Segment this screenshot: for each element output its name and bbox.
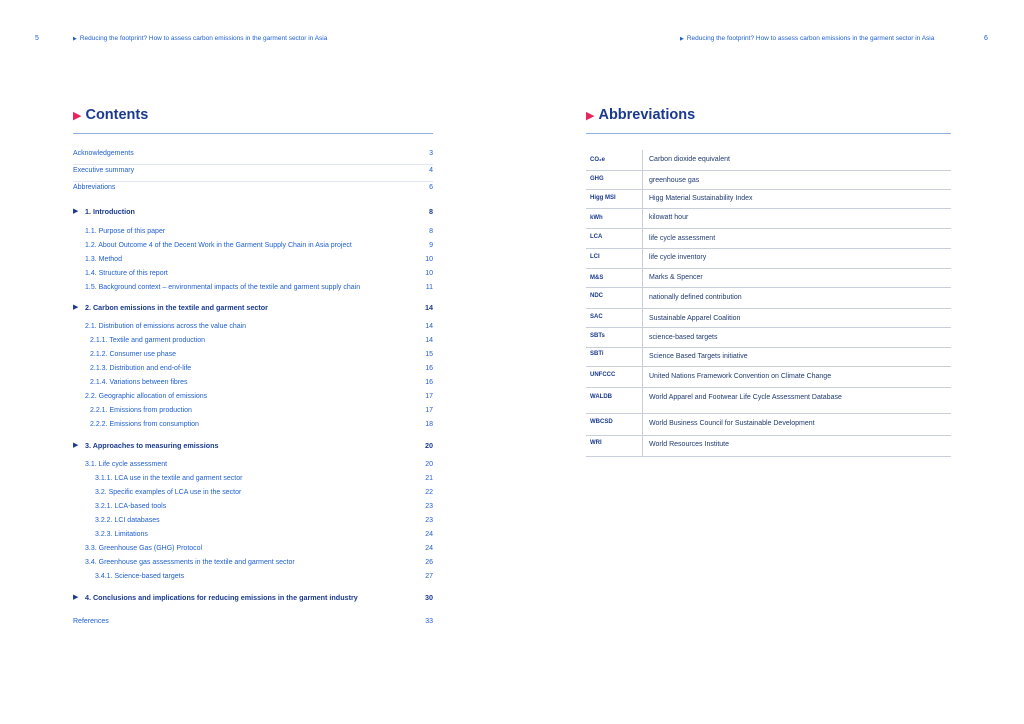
abbreviation-meaning: kilowatt hour xyxy=(649,214,689,221)
abbreviation: LCI xyxy=(590,254,600,260)
toc-entry[interactable] xyxy=(73,323,433,337)
toc-entry[interactable] xyxy=(73,379,433,393)
table-row xyxy=(586,309,951,328)
toc-entry[interactable] xyxy=(73,475,433,489)
toc-page: 11 xyxy=(425,284,433,291)
toc-title: 3. Approaches to measuring emissions xyxy=(85,441,219,450)
toc-title: 4. Conclusions and implications for reducing emissions in the garment industry xyxy=(85,593,358,602)
page-number: 5 xyxy=(35,35,39,42)
abbreviation: Higg MSI xyxy=(590,195,616,201)
toc-page: 18 xyxy=(425,421,433,428)
toc-chapter[interactable] xyxy=(73,593,433,607)
toc-title: 3.1. Life cycle assessment xyxy=(85,461,168,468)
toc-entry[interactable] xyxy=(73,242,433,256)
toc-title: 3.2.3. Limitations xyxy=(95,531,148,538)
toc-title: 1.1. Purpose of this paper xyxy=(85,228,166,235)
abbreviation-meaning: United Nations Framework Convention on Climate Change xyxy=(649,373,832,380)
toc-entry[interactable] xyxy=(73,517,433,531)
page-title xyxy=(586,107,695,123)
toc-page: 14 xyxy=(425,337,433,344)
toc-title: 3.2.1. LCA-based tools xyxy=(95,503,167,510)
table-row xyxy=(586,171,951,190)
table-row xyxy=(586,348,951,367)
table-row xyxy=(586,249,951,269)
abbreviation: GHG xyxy=(590,176,604,182)
abbreviation: CO₂e xyxy=(590,157,606,163)
triangle-icon: ▶ xyxy=(73,304,79,311)
toc-page: 16 xyxy=(425,365,433,372)
abbreviation-meaning: Science Based Targets initiative xyxy=(649,353,748,360)
toc-title: 2.1.1. Textile and garment production xyxy=(90,337,206,344)
toc-page: 27 xyxy=(425,573,433,580)
toc-entry[interactable] xyxy=(73,618,433,632)
toc-title: 3.2.2. LCI databases xyxy=(95,517,160,524)
abbreviation: M&S xyxy=(590,275,604,281)
toc-entry[interactable] xyxy=(73,489,433,503)
toc-page: 10 xyxy=(425,256,433,263)
abbreviation-meaning: Marks & Spencer xyxy=(649,274,703,281)
toc-title: 2.1. Distribution of emissions across the value chain xyxy=(85,323,247,330)
page-number: 6 xyxy=(984,35,988,42)
toc-title: Abbreviations xyxy=(73,184,116,191)
page-title xyxy=(73,107,148,123)
table-row xyxy=(586,209,951,229)
toc-title: 2.1.3. Distribution and end-of-life xyxy=(90,365,192,372)
table-row xyxy=(586,328,951,348)
toc-page: 23 xyxy=(425,503,433,510)
toc-title: 3.4.1. Science-based targets xyxy=(95,573,185,580)
toc-title: 1.2. About Outcome 4 of the Decent Work in the Garment Supply Chain in Asia project xyxy=(85,242,352,249)
toc-entry[interactable] xyxy=(73,284,433,298)
toc-page: 21 xyxy=(425,475,433,482)
abbreviation-meaning: nationally defined contribution xyxy=(649,294,742,301)
running-header xyxy=(73,35,327,42)
toc-page: 22 xyxy=(425,489,433,496)
toc-title: 1. Introduction xyxy=(85,207,135,216)
toc-entry[interactable] xyxy=(73,351,433,365)
triangle-icon: ▶ xyxy=(73,208,79,215)
toc-title: 1.4. Structure of this report xyxy=(85,270,168,277)
abbreviation-meaning: Carbon dioxide equivalent xyxy=(649,156,730,163)
abbreviation: NDC xyxy=(590,293,603,299)
page-title-text: Abbreviations xyxy=(598,107,696,123)
table-row xyxy=(586,288,951,309)
abbreviation: WBCSD xyxy=(590,419,613,425)
abbreviation: SAC xyxy=(590,314,603,320)
toc-page: 16 xyxy=(425,379,433,386)
toc-page: 33 xyxy=(425,618,433,625)
toc-page: 30 xyxy=(425,593,433,602)
abbreviation-meaning: Higg Material Sustainability Index xyxy=(649,195,753,202)
toc-entry[interactable] xyxy=(73,421,433,435)
toc-chapter[interactable] xyxy=(73,441,433,455)
running-header-text: Reducing the footprint? How to assess carbon emissions in the garment sector in Asia xyxy=(79,35,328,42)
toc-page: 4 xyxy=(429,167,433,174)
abbreviation-meaning: life cycle inventory xyxy=(649,254,707,261)
table-row xyxy=(586,269,951,288)
table-row xyxy=(586,367,951,388)
toc-page: 10 xyxy=(425,270,433,277)
abbreviation: WALDB xyxy=(590,394,612,400)
running-header-text: Reducing the footprint? How to assess carbon emissions in the garment sector in Asia xyxy=(686,35,935,42)
toc-entry[interactable] xyxy=(73,531,433,545)
running-header xyxy=(680,35,934,42)
divider xyxy=(73,133,433,134)
abbreviation-meaning: greenhouse gas xyxy=(649,177,700,184)
toc-title: 3.3. Greenhouse Gas (GHG) Protocol xyxy=(85,545,203,552)
toc-entry[interactable] xyxy=(73,337,433,351)
triangle-icon: ▶ xyxy=(680,36,684,42)
table-row xyxy=(586,150,951,171)
toc-title: References xyxy=(73,618,109,625)
toc-page: 9 xyxy=(429,242,433,249)
toc-title: 3.2. Specific examples of LCA use in the sector xyxy=(95,489,242,496)
toc-page: 26 xyxy=(425,559,433,566)
table-row xyxy=(586,388,951,414)
toc-page: 14 xyxy=(425,303,433,312)
toc-title: 2.1.2. Consumer use phase xyxy=(90,351,176,358)
toc-entry[interactable] xyxy=(73,365,433,379)
abbreviation-meaning: Sustainable Apparel Coalition xyxy=(649,315,741,322)
toc-entry[interactable] xyxy=(73,573,433,587)
toc-title: 2. Carbon emissions in the textile and garment sector xyxy=(85,303,268,312)
toc-chapter[interactable] xyxy=(73,207,433,221)
abbreviation-meaning: life cycle assessment xyxy=(649,235,716,242)
toc-title: 2.2. Geographic allocation of emissions xyxy=(85,393,208,400)
triangle-icon: ▶ xyxy=(586,110,595,122)
toc-title: 3.1.1. LCA use in the textile and garment sector xyxy=(95,475,243,482)
toc-page: 24 xyxy=(425,545,433,552)
toc-entry[interactable] xyxy=(73,270,433,284)
toc-page: 8 xyxy=(429,207,433,216)
toc-page: 24 xyxy=(425,531,433,538)
abbreviation-meaning: World Resources Institute xyxy=(649,441,730,448)
toc-page: 8 xyxy=(429,228,433,235)
toc-entry[interactable] xyxy=(73,407,433,421)
toc-page: 14 xyxy=(425,323,433,330)
triangle-icon: ▶ xyxy=(73,594,79,601)
toc-entry[interactable] xyxy=(73,167,433,182)
divider xyxy=(586,133,951,134)
triangle-icon: ▶ xyxy=(73,36,77,42)
toc-title: 2.2.2. Emissions from consumption xyxy=(90,421,199,428)
toc-title: 1.5. Background context – environmental impacts of the textile and garment supply chain xyxy=(85,284,361,291)
toc-chapter[interactable] xyxy=(73,303,433,317)
abbreviation: kWh xyxy=(590,215,603,221)
toc-entry[interactable] xyxy=(73,503,433,517)
toc-entry[interactable] xyxy=(73,256,433,270)
abbreviation-meaning: World Apparel and Footwear Life Cycle Assessment Database xyxy=(649,394,842,401)
toc-title: 1.3. Method xyxy=(85,256,122,263)
abbreviation: SBTs xyxy=(590,333,605,339)
table-row xyxy=(586,436,951,457)
table-row xyxy=(586,190,951,209)
abbreviation: SBTi xyxy=(590,351,604,357)
toc-title: Acknowledgements xyxy=(73,150,134,157)
toc-title: 2.2.1. Emissions from production xyxy=(90,407,192,414)
toc-page: 20 xyxy=(425,441,433,450)
triangle-icon: ▶ xyxy=(73,442,79,449)
toc-title: 2.1.4. Variations between fibres xyxy=(90,379,188,386)
abbreviation-meaning: World Business Council for Sustainable Development xyxy=(649,420,815,427)
toc-entry[interactable] xyxy=(73,228,433,242)
toc-entry[interactable] xyxy=(73,559,433,573)
toc-title: 3.4. Greenhouse gas assessments in the textile and garment sector xyxy=(85,559,295,566)
table-row xyxy=(586,229,951,249)
toc-title: Executive summary xyxy=(73,167,135,174)
toc-page: 17 xyxy=(425,407,433,414)
abbreviation: WRI xyxy=(590,440,602,446)
toc-page: 20 xyxy=(425,461,433,468)
triangle-icon: ▶ xyxy=(73,110,82,122)
toc-entry[interactable] xyxy=(73,393,433,407)
toc-page: 17 xyxy=(425,393,433,400)
table-row xyxy=(586,414,951,436)
toc-entry[interactable] xyxy=(73,150,433,165)
toc-page: 23 xyxy=(425,517,433,524)
page-title-text: Contents xyxy=(85,107,149,123)
toc-page: 15 xyxy=(425,351,433,358)
toc-page: 3 xyxy=(429,150,433,157)
toc-page: 6 xyxy=(429,184,433,191)
toc-entry[interactable] xyxy=(73,461,433,475)
toc-entry[interactable] xyxy=(73,184,433,198)
toc-entry[interactable] xyxy=(73,545,433,559)
abbreviation: LCA xyxy=(590,234,603,240)
abbreviation: UNFCCC xyxy=(590,372,616,378)
abbreviation-meaning: science-based targets xyxy=(649,334,718,341)
